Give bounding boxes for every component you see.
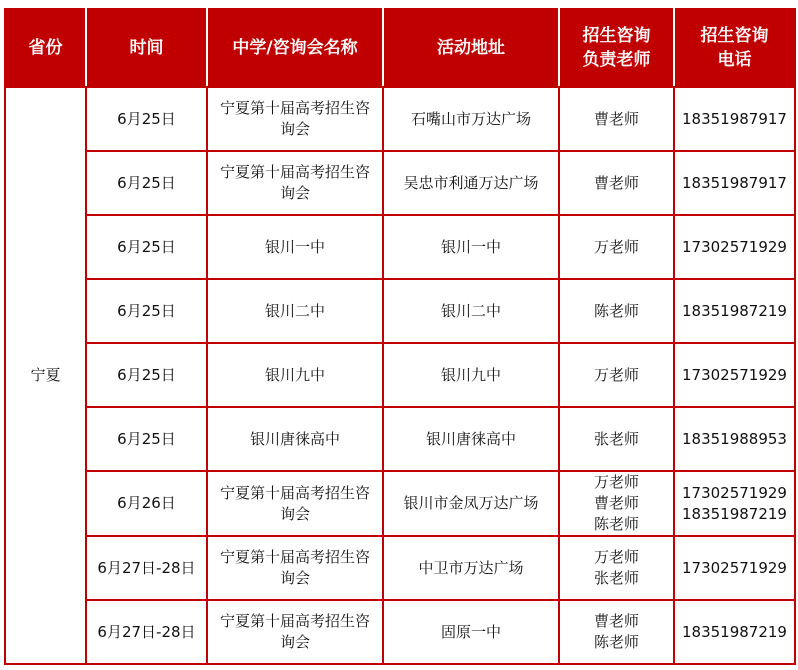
time-cell <box>86 407 207 471</box>
header-school: 中学/咨询会名称 <box>207 9 383 87</box>
phone-value: 17302571929 <box>682 365 787 384</box>
address-value: 吴忠市利通万达广场 <box>403 173 539 192</box>
school-value: 宁夏第十届高考招生咨 询会 <box>219 548 370 587</box>
teacher-value: 曹老师 陈老师 <box>593 612 639 651</box>
address-value: 银川九中 <box>440 365 501 384</box>
phone-value: 17302571929 <box>682 237 787 256</box>
school-cell <box>207 87 383 151</box>
table-row <box>5 471 795 536</box>
address-value: 中卫市万达广场 <box>418 558 524 577</box>
province-cell <box>5 87 86 664</box>
phone-value: 18351987219 <box>682 301 787 320</box>
school-value: 宁夏第十届高考招生咨 询会 <box>219 612 370 651</box>
phone-value: 18351987917 <box>682 109 787 128</box>
school-cell <box>207 279 383 343</box>
school-cell <box>207 151 383 215</box>
teacher-value: 万老师 张老师 <box>593 548 639 587</box>
time-value: 6月25日 <box>117 173 176 192</box>
phone-cell <box>674 407 795 471</box>
table-row <box>5 536 795 600</box>
table-row <box>5 600 795 664</box>
time-cell <box>86 600 207 664</box>
teacher-value: 张老师 <box>593 429 639 448</box>
school-value: 宁夏第十届高考招生咨 询会 <box>219 163 370 202</box>
table-row <box>5 343 795 407</box>
phone-cell <box>674 87 795 151</box>
teacher-cell <box>559 87 674 151</box>
province-label: 宁夏 <box>30 366 61 384</box>
school-value: 宁夏第十届高考招生咨 询会 <box>219 483 370 523</box>
phone-cell <box>674 343 795 407</box>
time-cell <box>86 87 207 151</box>
table-row <box>5 407 795 471</box>
phone-cell <box>674 600 795 664</box>
table-row <box>5 87 795 151</box>
teacher-cell <box>559 151 674 215</box>
time-value: 6月27日-28日 <box>97 558 196 577</box>
phone-value: 18351988953 <box>682 429 787 448</box>
time-value: 6月25日 <box>117 301 176 320</box>
school-cell <box>207 343 383 407</box>
table-body <box>5 87 795 664</box>
time-cell <box>86 215 207 279</box>
address-cell <box>383 87 559 151</box>
teacher-value: 曹老师 <box>593 173 639 192</box>
time-value: 6月26日 <box>117 494 176 512</box>
address-value: 银川一中 <box>440 237 501 256</box>
teacher-cell <box>559 215 674 279</box>
address-cell <box>383 215 559 279</box>
header-teacher: 招生咨询 负责老师 <box>559 9 674 87</box>
phone-value: 18351987917 <box>682 173 787 192</box>
address-cell <box>383 151 559 215</box>
teacher-value: 曹老师 <box>593 109 639 128</box>
header-time: 时间 <box>86 9 207 87</box>
table-row <box>5 151 795 215</box>
phone-value: 17302571929 <box>682 558 787 577</box>
table-row <box>5 215 795 279</box>
school-cell <box>207 600 383 664</box>
teacher-cell <box>559 600 674 664</box>
school-cell <box>207 215 383 279</box>
time-cell <box>86 536 207 600</box>
address-cell <box>383 407 559 471</box>
teacher-value: 万老师 <box>593 237 639 256</box>
school-cell <box>207 536 383 600</box>
header-row <box>5 9 795 87</box>
time-value: 6月25日 <box>117 429 176 448</box>
teacher-cell <box>559 407 674 471</box>
phone-value: 17302571929 18351987219 <box>682 483 787 523</box>
teacher-value: 陈老师 <box>593 301 639 320</box>
teacher-cell <box>559 279 674 343</box>
time-value: 6月27日-28日 <box>97 622 196 641</box>
address-cell <box>383 343 559 407</box>
teacher-value: 万老师 曹老师 陈老师 <box>593 473 639 533</box>
teacher-cell <box>559 471 674 536</box>
address-value: 固原一中 <box>440 622 501 641</box>
header-phone: 招生咨询 电话 <box>674 9 795 87</box>
recruitment-schedule-table <box>4 8 796 665</box>
time-value: 6月25日 <box>117 365 176 384</box>
address-value: 银川二中 <box>440 301 501 320</box>
header-province: 省份 <box>5 9 86 87</box>
school-cell <box>207 407 383 471</box>
address-value: 银川市金凤万达广场 <box>403 494 539 512</box>
time-value: 6月25日 <box>117 109 176 128</box>
school-value: 银川九中 <box>264 365 325 384</box>
header-address: 活动地址 <box>383 9 559 87</box>
school-value: 银川唐徕高中 <box>249 429 340 448</box>
address-cell <box>383 471 559 536</box>
school-value: 宁夏第十届高考招生咨 询会 <box>219 99 370 138</box>
phone-cell <box>674 471 795 536</box>
time-cell <box>86 151 207 215</box>
phone-value: 18351987219 <box>682 622 787 641</box>
time-value: 6月25日 <box>117 237 176 256</box>
phone-cell <box>674 151 795 215</box>
address-value: 石嘴山市万达广场 <box>410 109 531 128</box>
time-cell <box>86 471 207 536</box>
phone-cell <box>674 215 795 279</box>
phone-cell <box>674 536 795 600</box>
table-row <box>5 279 795 343</box>
teacher-cell <box>559 343 674 407</box>
teacher-value: 万老师 <box>593 365 639 384</box>
teacher-cell <box>559 536 674 600</box>
school-cell <box>207 471 383 536</box>
phone-cell <box>674 279 795 343</box>
time-cell <box>86 343 207 407</box>
address-cell <box>383 279 559 343</box>
school-value: 银川一中 <box>264 237 325 256</box>
address-cell <box>383 600 559 664</box>
address-cell <box>383 536 559 600</box>
school-value: 银川二中 <box>264 301 325 320</box>
address-value: 银川唐徕高中 <box>425 429 516 448</box>
time-cell <box>86 279 207 343</box>
